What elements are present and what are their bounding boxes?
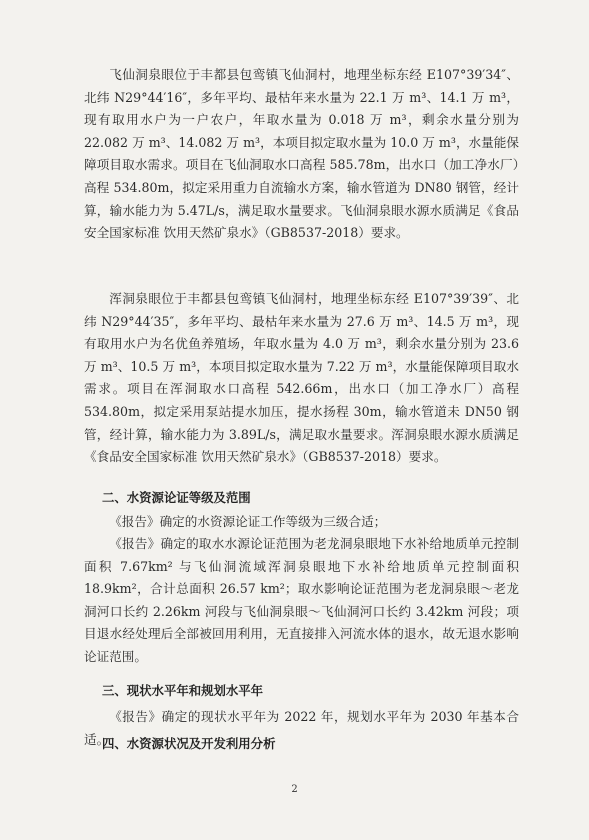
- paragraph-level-year: 《报告》确定的现状水平年为 2022 年，规划水平年为 2030 年基本合适。: [84, 709, 519, 747]
- paragraph-feixiandong-spring: 飞仙洞泉眼位于丰都县包鸾镇飞仙洞村，地理坐标东经 E107°39′34″、北纬 N29°44′16″，多年平均、最枯年来水量为 22.1 万 m³、14.1 万 m³，现有取用水户为一户农户，年取水量为 0.018 万 m³，剩余水量分别为 22.082 万 m³、14.082 万 m³，本项目拟定取水量为 10.0 万 m³，水量能保障项目取水需求。项目在飞仙洞取水口高程 585.78m，出水口（加工净水厂）高程 534.80m，拟定采用重力自流输水方案，输水管道为 DN80 钢管，经计算，输水能力为 5.47L/s，满足取水量要求。飞仙洞泉眼水源水质满足《食品安全国家标准 饮用天然矿泉水》（GB8537-2018）要求。: [84, 67, 519, 241]
- paragraph-scope: 《报告》确定的取水水源论证范围为老龙洞泉眼地下水补给地质单元控制面积 7.67km² 与飞仙洞流域浑洞泉眼地下水补给地质单元控制面积 18.9km²，合计总面积 26.57 km²；取水影响论证范围为老龙洞泉眼～老龙洞河口长约 2.26km 河段与飞仙洞泉眼～飞仙洞河口长约 3.42km 河段；项目退水经处理后全部被回用利用，无直接排入河流水体的退水，故无退水影响论证范围。: [84, 536, 519, 664]
- paragraph-hundong-spring: 浑洞泉眼位于丰都县包鸾镇飞仙洞村，地理坐标东经 E107°39′39″、北纬 N29°44′35″，多年平均、最枯年来水量为 27.6 万 m³、14.5 万 m³，现有取用水户为名优鱼养殖场，年取水量为 4.0 万 m³，剩余水量分别为 23.6 万 m³、10.5 万 m³，本项目拟定取水量为 7.22 万 m³，水量能保障项目取水需求。项目在浑洞取水口高程 542.66m，出水口（加工净水厂）高程 534.80m，拟定采用泵站提水加压，提水扬程 30m，输水管道未 DN50 钢管，经计算，输水能力为 3.89L/s，满足取水量要求。浑洞泉眼水源水质满足《食品安全国家标准 饮用天然矿泉水》（GB8537-2018）要求。: [84, 291, 519, 465]
- section-heading-2: 二、水资源论证等级及范围: [102, 490, 251, 505]
- page-number: 2: [291, 784, 298, 795]
- section-heading-3: 三、现状水平年和规划水平年: [102, 683, 264, 698]
- section-heading-4: 四、水资源状况及开发利用分析: [102, 736, 276, 751]
- paragraph-work-grade: 《报告》确定的水资源论证工作等级为三级合适；: [109, 514, 387, 529]
